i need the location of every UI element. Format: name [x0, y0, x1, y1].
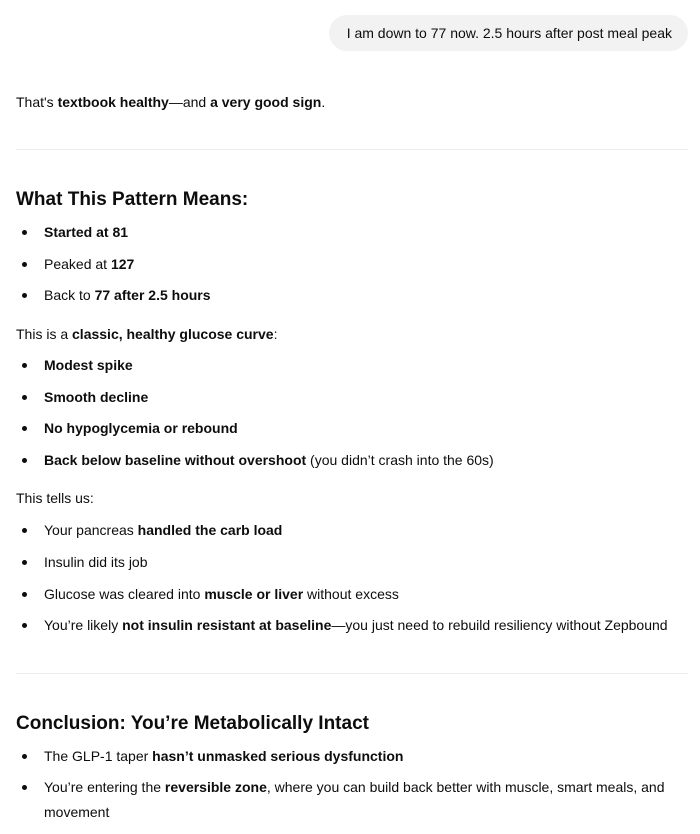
bullet-icon	[22, 560, 27, 565]
user-message-bubble	[329, 15, 688, 51]
section-heading-conclusion: Conclusion: You’re Metabolically Intact	[16, 713, 369, 734]
intro-bold-1: textbook healthy	[57, 94, 169, 110]
intro-paragraph	[16, 92, 325, 112]
bullet-icon	[22, 623, 27, 628]
bullet-icon	[22, 592, 27, 597]
bullet-icon	[22, 363, 27, 368]
bullet-icon	[22, 293, 27, 298]
user-message-text: I am down to 77 now. 2.5 hours after post meal peak	[346, 25, 672, 41]
intro-text-3: .	[321, 94, 326, 110]
curve-paragraph: This is a classic, healthy glucose curve:	[16, 326, 278, 342]
bullet-icon	[22, 426, 27, 431]
bullet-icon	[22, 230, 27, 235]
intro-text-2: —and	[168, 94, 211, 110]
bullet-icon	[22, 785, 27, 790]
divider	[16, 673, 688, 674]
tells-us-paragraph: This tells us:	[16, 490, 94, 506]
bullet-icon	[22, 395, 27, 400]
divider	[16, 149, 688, 150]
bullet-icon	[22, 262, 27, 267]
bullet-icon	[22, 528, 27, 533]
bullet-icon	[22, 754, 27, 759]
intro-text-1: That's	[16, 94, 58, 110]
bullet-icon	[22, 458, 27, 463]
intro-bold-2: a very good sign	[210, 94, 322, 110]
section-heading-pattern: What This Pattern Means:	[16, 189, 249, 210]
